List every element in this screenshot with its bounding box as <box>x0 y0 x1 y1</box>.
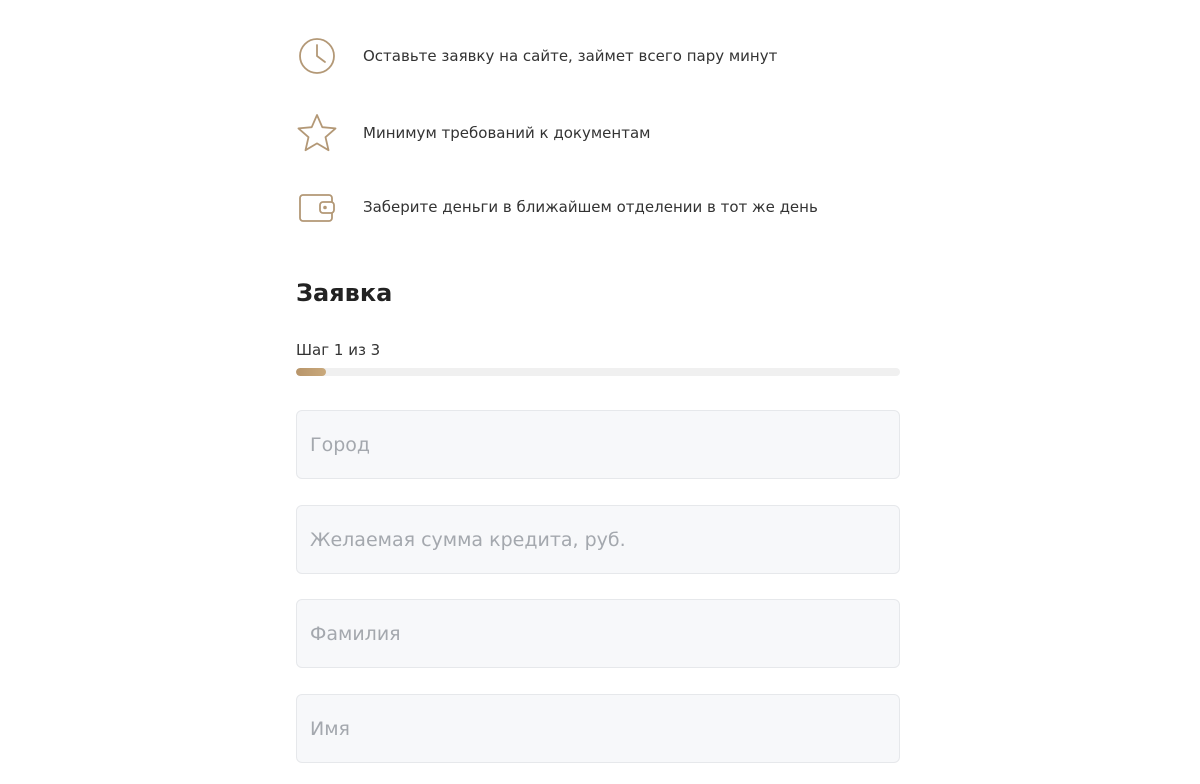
progress-fill <box>296 368 326 376</box>
clock-icon <box>296 35 338 77</box>
form-title: Заявка <box>296 279 393 307</box>
first-name-input[interactable] <box>296 694 900 763</box>
step-indicator: Шаг 1 из 3 <box>296 341 381 359</box>
feature-text: Минимум требований к документам <box>363 124 651 142</box>
feature-text: Заберите деньги в ближайшем отделении в тот же день <box>363 198 818 216</box>
star-icon <box>296 112 338 154</box>
last-name-input[interactable] <box>296 599 900 668</box>
progress-bar <box>296 368 900 376</box>
city-input[interactable] <box>296 410 900 479</box>
feature-fast-application <box>296 35 777 77</box>
feature-minimum-documents <box>296 112 650 154</box>
wallet-icon <box>296 186 338 228</box>
feature-same-day-money <box>296 186 818 228</box>
feature-text: Оставьте заявку на сайте, займет всего пару минут <box>363 47 778 65</box>
loan-amount-input[interactable] <box>296 505 900 574</box>
